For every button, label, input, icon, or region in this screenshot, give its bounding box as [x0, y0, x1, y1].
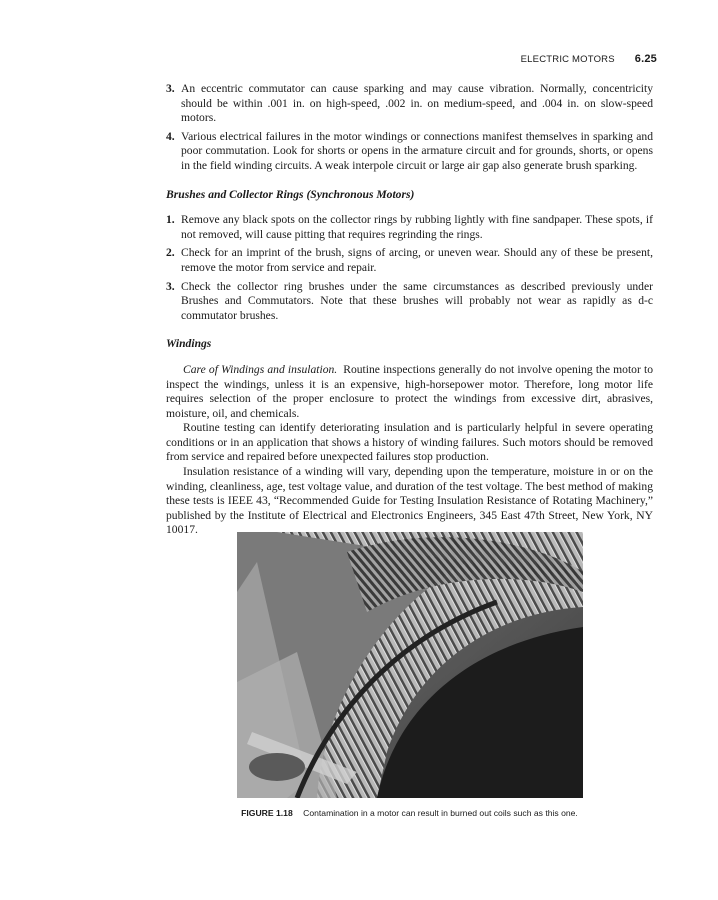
list-text: An eccentric commutator can cause sparking and may cause vibration. Normally, concentricity should be within .001 in. on high-speed, .002 in. on medium-speed, and .004 in. on slow-speed motors.	[181, 82, 653, 125]
list-item	[166, 82, 653, 126]
brushes-heading: Brushes and Collector Rings (Synchronous Motors)	[166, 187, 415, 201]
list-text: Check for an imprint of the brush, signs of arcing, or uneven wear. Should any of these be present, remove the motor from service and repair.	[181, 246, 653, 274]
figure-label: FIGURE 1.18	[241, 808, 293, 818]
list-item	[166, 130, 653, 174]
running-header	[521, 53, 657, 65]
windings-heading: Windings	[166, 337, 212, 351]
figure-photo-burned-coils	[237, 532, 583, 798]
paragraph-text: Routine inspections generally do not involve opening the motor to inspect the windings, unless it is an expensive, high-horsepower motor. Therefore, long motor life requires selection of the proper enclosure to protect the windings from excessive dirt, abrasives, moisture, oil, and chemicals.	[166, 362, 653, 420]
list-item	[166, 280, 653, 324]
page-number: 6.25	[634, 53, 657, 65]
list-number: 3.	[166, 82, 175, 95]
list-text: Remove any black spots on the collector rings by rubbing lightly with fine sandpaper. These spots, if not removed, will cause pitting that requires regrinding the rings.	[181, 213, 653, 241]
list-text: Various electrical failures in the motor windings or connections manifest themselves in sparking and poor commutation. Look for shorts or opens in the armature circuit and for grounds, shorts, or opens in the field winding circuits. A weak interpole circuit or large air gap also generate brush sparking.	[181, 129, 653, 172]
list-number: 4.	[166, 129, 175, 143]
figure-caption-text: Contamination in a motor can result in burned out coils such as this one.	[303, 808, 578, 818]
paragraph-lead: Care of Windings and insulation.	[183, 362, 338, 376]
paragraph: Routine testing can identify deteriorating insulation and is particularly helpful in severe operating conditions or in an application that shows a history of winding failures. Such motors should be removed from service and repaired before unexpected failures stop production.	[166, 421, 653, 464]
list-number: 2.	[166, 246, 175, 260]
list-text: Check the collector ring brushes under the same circumstances as described previously under Brushes and Commutators. Note that these brushes will probably not wear as rapidly as d-c commutator brushes.	[181, 279, 653, 322]
list-number: 3.	[166, 279, 175, 293]
figure-caption	[166, 808, 653, 818]
motor-coils-illustration	[237, 532, 583, 798]
paragraph	[166, 363, 653, 421]
list-item	[166, 213, 653, 242]
section-title: ELECTRIC MOTORS	[520, 54, 615, 65]
page-body	[166, 82, 653, 538]
list-item	[166, 246, 653, 275]
paragraph: Insulation resistance of a winding will vary, depending upon the temperature, moisture in or on the winding, cleanliness, age, test voltage value, and duration of the test voltage. The best method of making these tests is IEEE 43, “Recommended Guide for Testing Insulation Resistance of Rotating Machinery,” published by the Institute of Electrical and Electronics Engineers, 345 East 47th Street, New York, NY 10017.	[166, 465, 653, 537]
list-number: 1.	[166, 213, 175, 227]
